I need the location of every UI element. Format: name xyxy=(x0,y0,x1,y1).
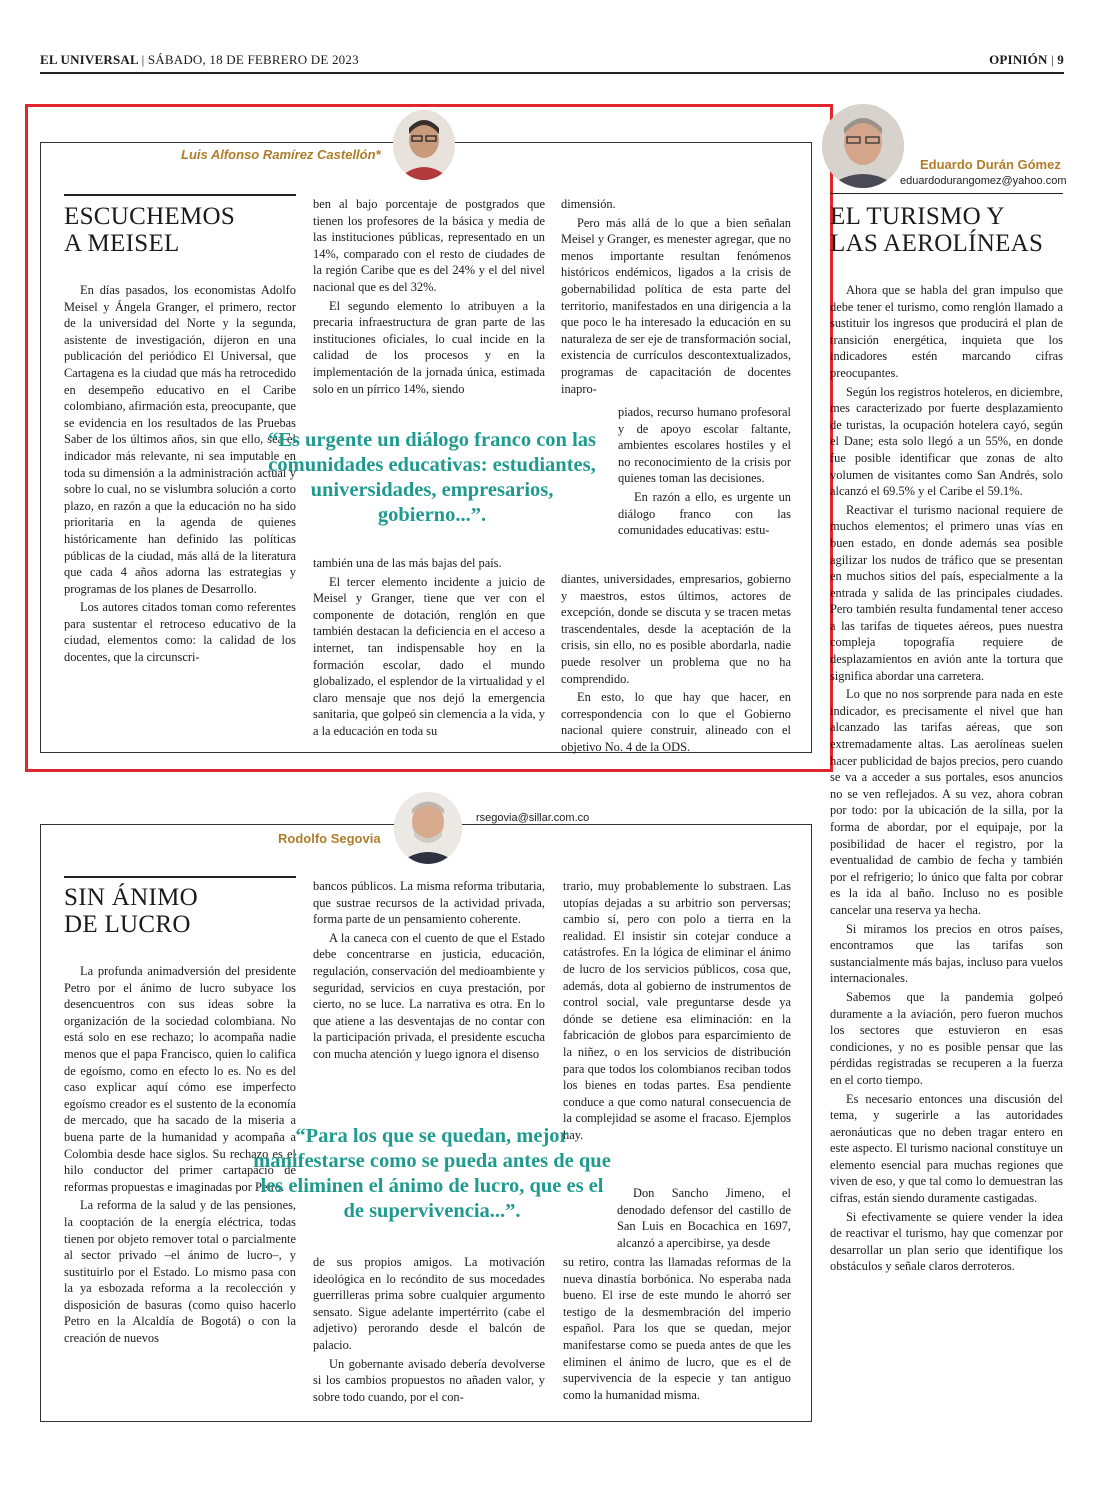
author-name-duran: Eduardo Durán Gómez xyxy=(920,157,1061,172)
masthead: EL UNIVERSAL | SÁBADO, 18 DE FEBRERO DE 2023 xyxy=(40,52,359,67)
article1-column-3-mid xyxy=(618,404,791,539)
section-label: OPINIÓN | 9 xyxy=(989,52,1064,67)
article-title: SIN ÁNIMO DE LUCRO xyxy=(64,884,198,938)
paragraph: Según los registros hoteleros, en diciembre, mes caracterizado por fuerte desplazamiento de turistas, la ocupación hotelera cayó, según el Dane; esta solo llegó a un 55%, en donde fue posible identificar que zonas de alto volumen de visitantes como San Andrés, solo alcanzó el 69.5% y el Caribe el 59.1%. xyxy=(830,384,1063,499)
article2-column xyxy=(830,282,1063,1275)
paragraph: El segundo elemento lo atribuyen a la precaria infraestructura de gran parte de las instituciones oficiales, lo cual incide en la calidad de los procesos y en la implementación de la jornada única, estimada solo en un pírrico 14%, siendo xyxy=(313,298,545,396)
author-photo-duran xyxy=(822,104,904,188)
article3-column-3-bottom xyxy=(563,1254,791,1403)
article1-column-2-bottom xyxy=(313,555,545,740)
paragraph: Ahora que se habla del gran impulso que debe tener el turismo, como renglón llamado a sustituir los ingresos que producirá el plan de transición energética, inquieta que los indicadores estén marcando cifras preocupantes. xyxy=(830,283,1063,380)
article3-column-3-mid xyxy=(617,1185,791,1251)
article1-column-3-top xyxy=(561,196,791,397)
paragraph: La profunda animadversión del presidente Petro por el ánimo de lucro subyace los desencuentros con sus ideas sobre la organización de la sociedad colombiana. No está solo en ese rechazo; lo acompaña nadie menos que el papa Francisco, quien lo califica de egoísmo, como en efecto lo es. No es del caso explicar aquí cómo ese imperfecto egoísmo creador es el sustento de la economía de mercado, que ha sacado de la miseria a buena parte de la humanidad y acompaña a Colombia desde hace siglos. Su rechazo es el hilo conductor del primer cartapacio de reformas propuestas e imaginadas por Petro. xyxy=(64,964,296,1194)
paragraph: Los autores citados toman como referentes para sustentar el retroceso educativo de la ciudad, elementos como: la calidad de los docentes, que la circunscri- xyxy=(64,600,296,665)
paragraph: En esto, lo que hay que hacer, en correspondencia con lo que el Gobierno nacional quiere construir, alineado con el objetivo No. 4 de la ODS. xyxy=(561,690,791,754)
article3-column-2-top xyxy=(313,878,545,1063)
article3-column-2-bottom xyxy=(313,1254,545,1405)
pull-quote: “Es urgente un diálogo franco con las comunidades educativas: estudiantes, universidades, empresarios, gobierno...”. xyxy=(267,429,597,526)
paragraph: A la caneca con el cuento de que el Estado debe concentrarse en justicia, educación, regulación, conservación del medioambiente y seguridad, servicios en cuya prestación, por cierto, no se luce. La narrativa es otra. En lo que atiene a las desventajas de no contar con la participación privada, el presidente escucha con mucha atención y luego ignora el disenso xyxy=(313,930,545,1061)
article1-column-2-top xyxy=(313,196,545,397)
author-email-duran[interactable]: eduardodurangomez@yahoo.com xyxy=(900,175,1067,187)
paragraph: Don Sancho Jimeno, el denodado defensor del castillo de San Luis en Bocachica en 1697, alcanzó a apercibirse, ya desde xyxy=(617,1186,791,1250)
paragraph: Es necesario entonces una discusión del tema, y sugerirle a las autoridades aeronáuticas que no deben tragar entero en este aspecto. El turismo nacional constituye un elemento esencial para muchas regiones que viven de eso, y que tal como lo demuestran las cifras, están siendo duramente castigadas. xyxy=(830,1091,1063,1206)
title-rule xyxy=(64,876,296,878)
paragraph: su retiro, contra las llamadas reformas de la nueva dinastía borbónica. No esperaba nada bueno. El irse de este mundo le ahorró ser testigo de la desmembración del imperio español. Para los que se quedan, mejor manifestarse como se pueda antes de que les eliminen el ánimo de lucro, que es el de supervivencia de la especie y tan antiguo como la humanidad misma. xyxy=(563,1255,791,1402)
paragraph: La reforma de la salud y de las pensiones, la cooptación de la energía eléctrica, todas tienen por objeto remover total o parcialmente al sector privado –el ánimo de lucro–, y sustituirlo por el Estado. Lo mismo pasa con la ya esbozada reforma a la recolección y disposición de basuras (como quiso hacerlo Petro en la Alcaldía de Bogotá) o con la creación de nuevos xyxy=(64,1198,296,1346)
article-title: ESCUCHEMOS A MEISEL xyxy=(64,203,236,257)
paragraph: Reactivar el turismo nacional requiere de muchos elementos; el primero unas vías en buen estado, en donde además sea posible agilizar los nudos de tráfico que se presentan en muchos sitios del país, especialmente a la entrada y salida de las principales ciudades. Pero también resulta fundamental tener acceso a las tarifas de tiquetes aéreos, pues nuestra compleja topografía requiere de desplazamientos en avión ante la tortura que significa abordar una carretera. xyxy=(830,502,1063,683)
author-photo-ramirez xyxy=(393,110,455,180)
issue-date: SÁBADO, 18 DE FEBRERO DE 2023 xyxy=(147,52,359,67)
paragraph: también una de las más bajas del país. xyxy=(313,556,502,570)
author-name-segovia: Rodolfo Segovia xyxy=(278,831,381,846)
article-title: EL TURISMO Y LAS AEROLÍNEAS xyxy=(830,203,1044,257)
author-photo-segovia xyxy=(394,792,462,864)
paragraph: de sus propios amigos. La motivación ideológica en lo recóndito de sus mocedades guerrilleras prima sobre cualquier argumento sensato. Sigue adelante impertérrito (cabe el adjetivo) perorando desde el balcón de palacio. xyxy=(313,1255,545,1352)
paragraph: Sabemos que la pandemia golpeó duramente a la aviación, pero fueron muchos los sectores que estuvieron en esas condiciones, y no es posible pensar que las pérdidas registradas se recuperen a la fuerza en el corto tiempo. xyxy=(830,989,1063,1087)
portrait-icon xyxy=(393,110,455,180)
title-rule xyxy=(830,193,1063,194)
page-number: 9 xyxy=(1057,52,1064,67)
paragraph: bancos públicos. La misma reforma tributaria, que sustrae recursos de la actividad privada, forma parte de un pensamiento coherente. xyxy=(313,879,545,927)
paragraph: dimensión. xyxy=(561,197,616,211)
paragraph: Pero más allá de lo que a bien señalan Meisel y Granger, es menester agregar, que no menos importante resultan fenómenos históricos endémicos, ligados a la crisis de gobernabilidad política de esta parte del territorio, manifestados en una dirigencia a la que poco le ha interesado la educación en su naturaleza de ser eje de transformación social, existencia de currículos descontextualizados, programas de capacitación de docentes inapro- xyxy=(561,215,791,396)
paragraph: Si miramos los precios en otros países, encontramos que las tarifas son sustancialmente más bajas, incluso para vuelos internacionales. xyxy=(830,921,1063,986)
section-name: OPINIÓN xyxy=(989,52,1048,67)
paragraph: piados, recurso humano profesoral y de apoyo escolar faltante, ambientes escolares hostiles y el no reconocimiento de la crisis por quienes toman las decisiones. xyxy=(618,405,791,486)
author-email-segovia[interactable]: rsegovia@sillar.com.co xyxy=(476,812,590,824)
paragraph: diantes, universidades, empresarios, gobierno y maestros, estos últimos, actores de excepción, donde se discuta y se tracen metas trascendentales, desde la aceptación de la crisis, sin ello, no es posible abordarla, nadie puede resolver un problema que no ha comprendido. xyxy=(561,572,791,686)
author-name-ramirez: Luis Alfonso Ramírez Castellón* xyxy=(181,147,381,162)
portrait-icon xyxy=(822,104,904,188)
portrait-icon xyxy=(394,792,462,864)
paragraph: Lo que no nos sorprende para nada en este indicador, es precisamente el nivel que han alcanzado las tarifas aéreas, que son extremadamente altas. Las aerolíneas suelen hacer publicidad de bajos precios, pero cuando se va a acceder a sus portales, esos anuncios no se ven reflejados. A su vez, ahora cobran por todo: por la ubicación de la silla, por la forma de abordar, por el equipaje, por la posibilidad de hacer el registro, por la eventualidad de cambio de fecha y también por el refrigerio; lo único que falta por cobrar es la ida al baño. Incluso no es posible cancelar una reserva ya hecha. xyxy=(830,687,1063,917)
article1-column-3-bottom xyxy=(561,571,791,756)
paper-name: EL UNIVERSAL xyxy=(40,52,139,67)
title-rule xyxy=(64,194,296,196)
paragraph: Si efectivamente se quiere vender la idea de reactivar el turismo, hay que comenzar por desarrollar un plan serio que identifique los obstáculos y señale claros derroteros. xyxy=(830,1209,1063,1274)
paragraph: En días pasados, los economistas Adolfo Meisel y Ángela Granger, el primero, rector de la universidad del Norte y la segunda, asistente de investigación, dijeron en una publicación del periódico El Universal, que Cartagena es la ciudad que más ha retrocedido en desempeño educativo en el Caribe colombiano, afirmación esta, preocupante, que se evidencia en los resultados de las Pruebas Saber de los últimos años, sin que ello, sea el indicador más relevante, ni sea imputable en toda su dimensión a la administración actual y sobre lo cual, no se vislumbra solución a corto plazo, en razón a que la educación no ha sido prioritaria en la agenda de quienes históricamente han definido las políticas públicas de la ciudad, más allá de la literatura que cada 4 años adorna las estrategias y programas de los planes de Desarrollo. xyxy=(64,283,296,596)
header-rule xyxy=(40,72,1064,74)
paragraph: trario, muy probablemente lo substraen. Las utopías dejadas a su arbitrio son perversas; cambio sí, pero con polo a tierra en la realidad. El insistir sin cotejar conduce a catástrofes. En la lógica de eliminar el ánimo de lucro de los servicios públicos, cosa que, además, dota al gobierno de instrumentos de control social, vale preguntarse desde ya dónde se detiene esa eliminación: en la fabricación de globos para esparcimiento de la niñez, o en los servicios de distribución para que todos los colombianos reciban todos los bienes en todas partes. Esa pendiente conduce a que como natural consecuencia de la complejidad se asome el fracaso. Ejemplos hay. xyxy=(563,879,791,1142)
pull-quote: “Para los que se quedan, mejor manifestarse como se pueda antes de que les eliminen el ánimo de lucro, que es el de supervivencia...”. xyxy=(253,1125,611,1222)
paragraph: ben al bajo porcentaje de postgrados que tienen los profesores de la básica y media de las instituciones públicas, representado en un 14%, comparado con el resto de ciudades de la región Caribe que es del 24% y el del nivel nacional que es del 32%. xyxy=(313,197,545,294)
paragraph: El tercer elemento incidente a juicio de Meisel y Granger, tiene que ver con el componente de dotación, renglón en que también destacan la deficiencia en el acceso a internet, tan indispensable hoy en la formación escolar, dado el mundo globalizado, el esplendor de la virtualidad y el claro mensaje que nos dejó la emergencia sanitaria, que golpeó sin clemencia a la vida, y a la educación en toda su xyxy=(313,574,545,738)
article3-column-3-top xyxy=(563,878,791,1144)
paragraph: Un gobernante avisado debería devolverse si los cambios propuestos no añaden valor, y sobre todo cuando, por el con- xyxy=(313,1356,545,1404)
paragraph: En razón a ello, es urgente un diálogo franco con las comunidades educativas: estu- xyxy=(618,489,791,538)
